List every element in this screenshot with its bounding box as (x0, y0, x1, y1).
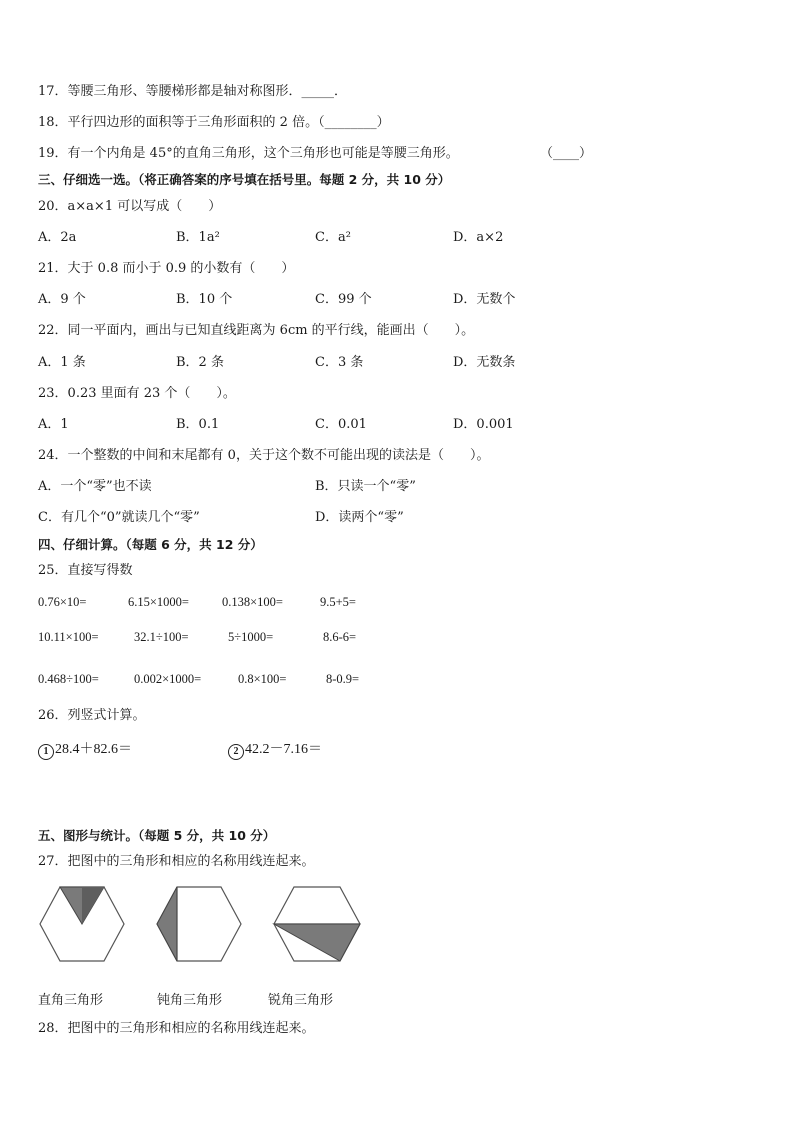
question-24: 24．一个整数的中间和末尾都有 0，关于这个数不可能出现的读法是（ ）。 (38, 448, 490, 463)
vertical-calc-1 (38, 738, 132, 760)
q22-option-b: B．2 条 (176, 355, 224, 370)
calc-item: 8.6-6= (323, 630, 357, 644)
hexagon-figure-3 (272, 884, 362, 964)
q20-option-d: D．a×2 (453, 230, 504, 245)
calc-item: 0.002×1000= (134, 672, 202, 686)
calc-item: 10.11×100= (38, 630, 99, 644)
calc-item: 32.1÷100= (134, 630, 189, 644)
question-25: 25．直接写得数 (38, 563, 133, 578)
question-18: 18．平行四边形的面积等于三角形面积的 2 倍。（________） (38, 115, 390, 130)
calc-item: 8-0.9= (326, 672, 360, 686)
q21-option-c: C．99 个 (315, 292, 372, 307)
circled-number: 2 (228, 744, 244, 760)
calc-item: 5÷1000= (228, 630, 274, 644)
vertical-calc-2 (228, 738, 322, 760)
q20-option-a: A．2a (38, 230, 77, 245)
calc-item: 0.76×10= (38, 595, 87, 609)
q23-option-a: A．1 (38, 417, 69, 432)
section-5-heading: 五、图形与统计。（每题 5 分，共 10 分） (38, 828, 276, 843)
q22-option-c: C．3 条 (315, 355, 364, 370)
vertical-calc-expression: 42.2－7.16＝ (245, 742, 322, 757)
label-obtuse-triangle: 钝角三角形 (157, 993, 223, 1008)
question-28: 28．把图中的三角形和相应的名称用线连起来。 (38, 1021, 315, 1036)
q20-option-c: C．a² (315, 230, 351, 245)
question-21: 21．大于 0.8 而小于 0.9 的小数有（ ） (38, 261, 295, 276)
q22-option-a: A．1 条 (38, 355, 86, 370)
question-19-blank: （____） (540, 146, 593, 161)
q24-option-c: C．有几个“0”就读几个“零” (38, 510, 200, 525)
section-3-heading: 三、仔细选一选。（将正确答案的序号填在括号里。每题 2 分，共 10 分） (38, 172, 451, 187)
q24-option-d: D．读两个“零” (315, 510, 404, 525)
label-right-triangle: 直角三角形 (38, 993, 104, 1008)
question-27: 27．把图中的三角形和相应的名称用线连起来。 (38, 854, 315, 869)
calc-item: 0.468÷100= (38, 672, 99, 686)
shaded-triangle (157, 887, 177, 961)
q23-option-d: D．0.001 (453, 417, 514, 432)
hexagon-figure-2 (155, 884, 243, 964)
q23-option-c: C．0.01 (315, 417, 367, 432)
calc-item: 0.8×100= (238, 672, 287, 686)
q24-option-a: A．一个“零”也不读 (38, 479, 152, 494)
q21-option-d: D．无数个 (453, 292, 516, 307)
section-4-heading: 四、仔细计算。（每题 6 分，共 12 分） (38, 537, 263, 552)
question-17: 17．等腰三角形、等腰梯形都是轴对称图形．_____． (38, 84, 348, 99)
hexagon-figure-1 (38, 884, 126, 964)
q23-option-b: B．0.1 (176, 417, 220, 432)
question-19: 19．有一个内角是 45°的直角三角形，这个三角形也可能是等腰三角形。 (38, 146, 459, 161)
question-20: 20．a×a×1 可以写成（ ） (38, 199, 222, 214)
label-acute-triangle: 锐角三角形 (268, 993, 334, 1008)
q22-option-d: D．无数条 (453, 355, 516, 370)
question-22: 22．同一平面内，画出与已知直线距离为 6cm 的平行线，能画出（ ）。 (38, 323, 475, 338)
q21-option-a: A．9 个 (38, 292, 86, 307)
vertical-calc-expression: 28.4＋82.6＝ (55, 742, 132, 757)
calc-item: 9.5+5= (320, 595, 356, 609)
calc-item: 6.15×1000= (128, 595, 189, 609)
question-26: 26．列竖式计算。 (38, 708, 146, 723)
q20-option-b: B．1a² (176, 230, 220, 245)
q24-option-b: B．只读一个“零” (315, 479, 416, 494)
question-23: 23．0.23 里面有 23 个（ ）。 (38, 386, 236, 401)
q21-option-b: B．10 个 (176, 292, 233, 307)
circled-number: 1 (38, 744, 54, 760)
calc-item: 0.138×100= (222, 595, 283, 609)
